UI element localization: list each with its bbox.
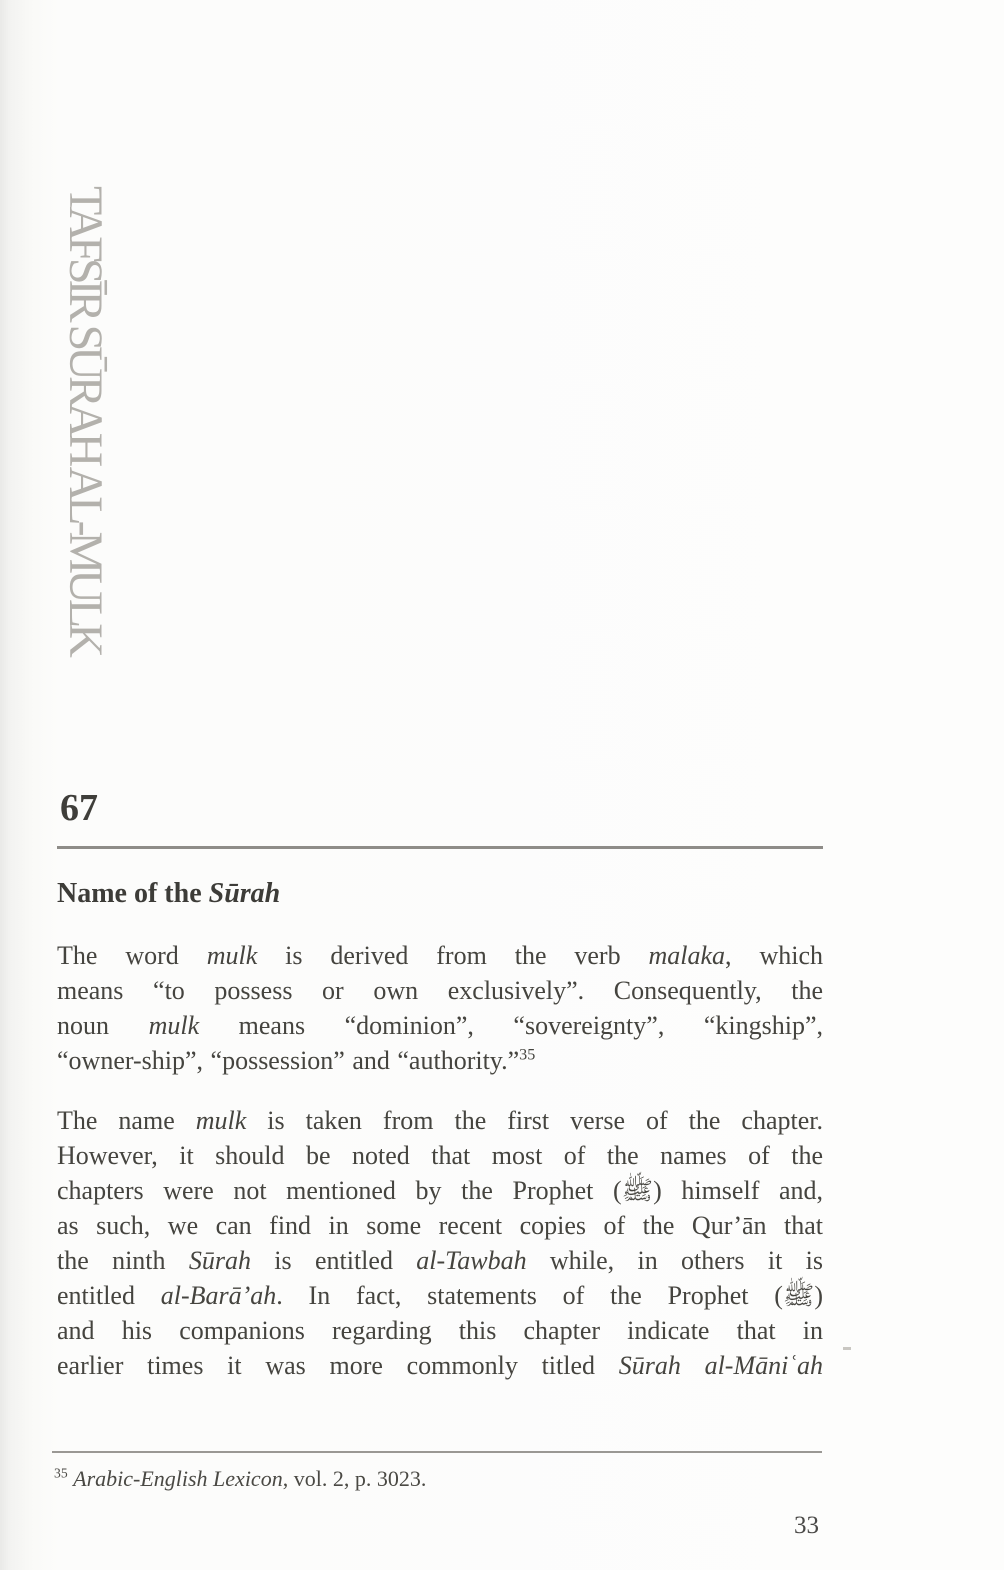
text-segment: noun bbox=[57, 1011, 149, 1040]
text-line bbox=[57, 1008, 823, 1043]
text-segment: , vol. 2, p. 3023. bbox=[282, 1466, 427, 1491]
text-line bbox=[57, 1348, 823, 1383]
text-segment: is taken from the first verse of the chapter. bbox=[246, 1106, 823, 1135]
superscript-ref: 35 bbox=[519, 1046, 536, 1064]
text-line bbox=[57, 1103, 823, 1138]
paragraph-1 bbox=[57, 938, 823, 1078]
text-line bbox=[57, 1138, 823, 1173]
page-number: 33 bbox=[794, 1512, 819, 1539]
text-segment: as such, we can find in some recent copies of the Qur’ān that bbox=[57, 1211, 823, 1240]
text-segment: chapters were not mentioned by the Prophet (ﷺ) himself and, bbox=[57, 1176, 823, 1205]
text-segment: The word bbox=[57, 941, 207, 970]
text-line bbox=[57, 1173, 823, 1208]
text-segment: means “dominion”, “sovereignty”, “kingship”, bbox=[199, 1011, 824, 1040]
text-segment: Sūrah bbox=[208, 878, 281, 909]
text-segment: earlier times it was more commonly titled bbox=[57, 1351, 619, 1380]
text-segment: means “to possess or own exclusively”. Consequently, the bbox=[57, 976, 823, 1005]
chapter-number: 67 bbox=[60, 787, 98, 829]
text-segment: is derived from the verb bbox=[257, 941, 649, 970]
text-line bbox=[57, 1278, 823, 1313]
text-segment: mulk bbox=[195, 1106, 247, 1135]
text-line bbox=[57, 1208, 823, 1243]
text-line bbox=[57, 973, 823, 1008]
text-segment: mulk bbox=[148, 1011, 200, 1040]
text-segment: mulk bbox=[206, 941, 258, 970]
text-segment: However, it should be noted that most of the names of the bbox=[57, 1141, 823, 1170]
text-line bbox=[57, 938, 823, 973]
text-line bbox=[57, 1313, 823, 1348]
text-segment: al-Barā’ah bbox=[160, 1281, 277, 1310]
text-segment: Arabic-English Lexicon bbox=[73, 1466, 283, 1491]
spine-title: TAFSĪR SŪRAH AL-MULK bbox=[59, 186, 112, 653]
footnote-rule bbox=[52, 1451, 822, 1453]
text-line bbox=[57, 1243, 823, 1278]
text-segment: Name of the bbox=[57, 878, 209, 909]
text-segment: al-Tawbah bbox=[416, 1246, 527, 1275]
section-heading bbox=[57, 878, 280, 910]
footnote bbox=[54, 1466, 824, 1492]
text-line bbox=[57, 1043, 823, 1078]
text-segment: is entitled bbox=[250, 1246, 417, 1275]
text-segment: The name bbox=[57, 1106, 196, 1135]
text-segment: the ninth bbox=[57, 1246, 189, 1275]
text-segment: Sūrah al-Māniʿah bbox=[618, 1351, 823, 1380]
text-segment: Sūrah bbox=[188, 1246, 251, 1275]
text-segment: “owner-ship”, “possession” and “authority.” bbox=[57, 1046, 520, 1075]
scan-artifact bbox=[843, 1347, 851, 1350]
text-segment: malaka bbox=[648, 941, 726, 970]
text-segment: while, in others it is bbox=[526, 1246, 823, 1275]
superscript-ref: 35 bbox=[54, 1465, 68, 1481]
text-segment: . In fact, statements of the Prophet (ﷺ) bbox=[276, 1281, 823, 1310]
text-segment: and his companions regarding this chapter indicate that in bbox=[57, 1316, 823, 1345]
text-segment: entitled bbox=[57, 1281, 161, 1310]
paragraph-2 bbox=[57, 1103, 823, 1383]
text-segment: , which bbox=[725, 941, 823, 970]
section-divider-rule bbox=[57, 846, 823, 849]
